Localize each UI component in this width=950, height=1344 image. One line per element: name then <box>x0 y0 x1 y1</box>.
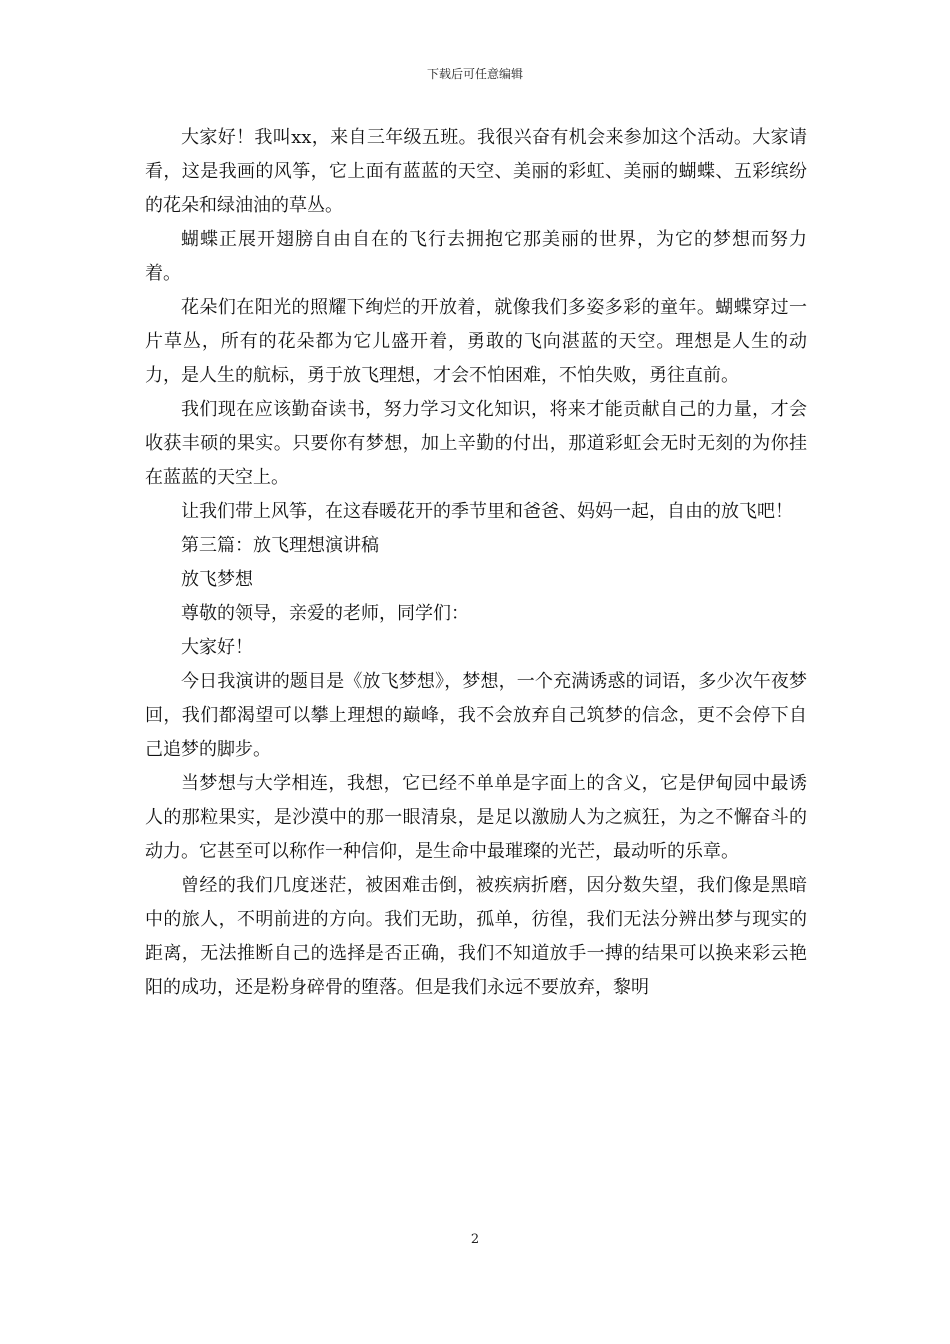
salutation: 尊敬的领导，亲爱的老师，同学们： <box>181 603 469 624</box>
paragraph-study: 我们现在应该勤奋读书，努力学习文化知识，将来才能贡献自己的力量，才会收获丰硕的果实。只要你有梦想，加上辛勤的付出，那道彩虹会无时无刻的为你挂在蓝蓝的天空上。 <box>145 399 807 488</box>
section-heading: 第三篇：放飞理想演讲稿 <box>181 535 379 556</box>
paragraph-confusion: 曾经的我们几度迷茫，被困难击倒，被疾病折磨，因分数失望，我们像是黑暗中的旅人，不明前进的方向。我们无助，孤单，彷徨，我们无法分辨出梦与现实的距离，无法推断自己的选择是否正确，我们不知道放手一搏的结果可以换来彩云艳阳的成功，还是粉身碎骨的堕落。但是我们永远不要放弃，黎明 <box>145 875 807 998</box>
speech-title: 放飞梦想 <box>181 569 253 590</box>
greeting: 大家好！ <box>181 637 253 658</box>
paragraph-speech-topic: 今日我演讲的题目是《放飞梦想》，梦想，一个充满诱惑的词语，多少次午夜梦回，我们都渴望可以攀上理想的巅峰，我不会放弃自己筑梦的信念，更不会停下自己追梦的脚步。 <box>145 671 807 760</box>
paragraph-flowers: 花朵们在阳光的照耀下绚烂的开放着，就像我们多姿多彩的童年。蝴蝶穿过一片草丛，所有的花朵都为它儿盛开着，勇敢的飞向湛蓝的天空。理想是人生的动力，是人生的航标，勇于放飞理想，才会不怕困难，不怕失败，勇往直前。 <box>145 297 807 386</box>
paragraph-butterfly: 蝴蝶正展开翅膀自由自在的飞行去拥抱它那美丽的世界，为它的梦想而努力着。 <box>145 229 807 284</box>
paragraph-dream-university: 当梦想与大学相连，我想，它已经不单单是字面上的含义，它是伊甸园中最诱人的那粒果实，是沙漠中的那一眼清泉，是足以激励人为之疯狂，为之不懈奋斗的动力。它甚至可以称作一种信仰，是生命中最璀璨的光芒，最动听的乐章。 <box>145 773 807 862</box>
paragraph-fly-kite: 让我们带上风筝，在这春暖花开的季节里和爸爸、妈妈一起，自由的放飞吧！ <box>181 501 793 522</box>
page-number: 2 <box>470 1232 480 1247</box>
document-body <box>145 121 807 1005</box>
page-header: 下载后可任意编辑 <box>426 67 523 81</box>
paragraph-self-introduction: 大家好！我叫xx，来自三年级五班。我很兴奋有机会来参加这个活动。大家请看，这是我画的风筝，它上面有蓝蓝的天空、美丽的彩虹、美丽的蝴蝶、五彩缤纷的花朵和绿油油的草丛。 <box>145 127 807 216</box>
